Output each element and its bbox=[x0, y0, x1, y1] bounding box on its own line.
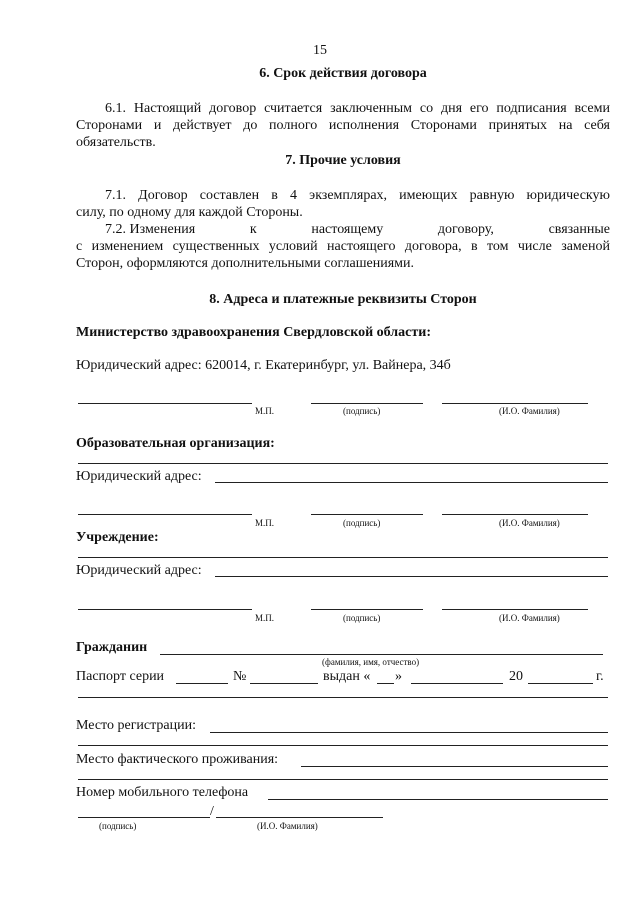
institution-address-label: Юридический адрес: bbox=[76, 563, 202, 578]
section-8-heading: 8. Адреса и платежные реквизиты Сторон bbox=[209, 292, 477, 307]
passport-number-line[interactable] bbox=[250, 683, 318, 684]
citizen-fio-caption: (И.О. Фамилия) bbox=[257, 821, 318, 831]
passport-series-line[interactable] bbox=[176, 683, 228, 684]
registration-label: Место регистрации: bbox=[76, 718, 197, 733]
residence-extra-line[interactable] bbox=[78, 779, 608, 780]
citizen-name-caption: (фамилия, имя, отчество) bbox=[322, 657, 420, 667]
citizen-name-line[interactable] bbox=[160, 654, 603, 655]
section-6-paragraph-line: обязательств. bbox=[76, 135, 156, 150]
mp-label: М.П. bbox=[255, 406, 275, 416]
slash: / bbox=[210, 804, 214, 819]
fio-label: (И.О. Фамилия) bbox=[499, 613, 560, 623]
registration-extra-line[interactable] bbox=[78, 745, 608, 746]
passport-month-line[interactable] bbox=[411, 683, 503, 684]
passport-series-label: Паспорт серии bbox=[76, 669, 165, 684]
citizen-label: Гражданин bbox=[76, 640, 148, 655]
passport-issued-label: выдан « bbox=[323, 669, 371, 684]
signature-line-sign[interactable] bbox=[311, 403, 423, 404]
signature-line-mp[interactable] bbox=[78, 403, 252, 404]
year-prefix: 20 bbox=[509, 669, 523, 684]
section-7-paragraph-line: силу, по одному для каждой Стороны. bbox=[76, 205, 303, 220]
citizen-sign-caption: (подпись) bbox=[99, 821, 137, 831]
institution-name: Учреждение: bbox=[76, 530, 159, 545]
edu-org-name-line[interactable] bbox=[78, 463, 608, 464]
mp-label: М.П. bbox=[255, 518, 275, 528]
passport-number-sign: № bbox=[233, 669, 247, 684]
mp-label: М.П. bbox=[255, 613, 275, 623]
signature-line-fio[interactable] bbox=[442, 514, 588, 515]
passport-year-line[interactable] bbox=[528, 683, 593, 684]
word: к bbox=[249, 222, 257, 237]
fio-label: (И.О. Фамилия) bbox=[499, 406, 560, 416]
citizen-signature-line[interactable] bbox=[78, 817, 210, 818]
edu-org-name: Образовательная организация: bbox=[76, 436, 275, 451]
year-suffix: г. bbox=[596, 669, 604, 684]
residence-label: Место фактического проживания: bbox=[76, 752, 279, 767]
section-6-paragraph-line: 6.1. Настоящий договор считается заключенным со дня его подписания всеми bbox=[105, 101, 610, 116]
section-6-heading: 6. Срок действия договора bbox=[259, 66, 427, 81]
page-number: 15 bbox=[313, 43, 327, 58]
citizen-fio-line[interactable] bbox=[216, 817, 383, 818]
phone-label: Номер мобильного телефона bbox=[76, 785, 249, 800]
signature-line-mp[interactable] bbox=[78, 514, 252, 515]
sign-label: (подпись) bbox=[343, 406, 381, 416]
signature-line-sign[interactable] bbox=[311, 514, 423, 515]
registration-line[interactable] bbox=[210, 732, 608, 733]
institution-address-line[interactable] bbox=[215, 576, 608, 577]
phone-line[interactable] bbox=[268, 799, 608, 800]
passport-day-line[interactable] bbox=[377, 683, 394, 684]
sign-label: (подпись) bbox=[343, 613, 381, 623]
signature-line-sign[interactable] bbox=[311, 609, 423, 610]
section-7-paragraph-line: с изменением существенных условий настоящего договора, в том числе заменой bbox=[76, 239, 610, 254]
institution-name-line[interactable] bbox=[78, 557, 608, 558]
passport-extra-line[interactable] bbox=[78, 697, 608, 698]
sign-label: (подпись) bbox=[343, 518, 381, 528]
section-7-2-first-line bbox=[105, 222, 610, 238]
section-6-paragraph-line: Сторонами и действует до полного исполнения Сторонами принятых на себя bbox=[76, 118, 610, 133]
residence-line[interactable] bbox=[301, 766, 608, 767]
edu-org-address-label: Юридический адрес: bbox=[76, 469, 202, 484]
ministry-address: Юридический адрес: 620014, г. Екатеринбург, ул. Вайнера, 34б bbox=[76, 358, 451, 373]
section-7-paragraph-line: Сторон, оформляются дополнительными соглашениями. bbox=[76, 256, 415, 271]
ministry-name: Министерство здравоохранения Свердловской области: bbox=[76, 325, 431, 340]
word: договору, bbox=[437, 222, 494, 237]
quote-close: » bbox=[395, 669, 402, 684]
word: связанные bbox=[548, 222, 610, 237]
section-7-heading: 7. Прочие условия bbox=[285, 153, 401, 168]
signature-line-fio[interactable] bbox=[442, 609, 588, 610]
signature-line-mp[interactable] bbox=[78, 609, 252, 610]
section-7-paragraph-line: 7.1. Договор составлен в 4 экземплярах, имеющих равную юридическую bbox=[105, 188, 610, 203]
signature-line-fio[interactable] bbox=[442, 403, 588, 404]
word: настоящему bbox=[311, 222, 384, 237]
word: 7.2. Изменения bbox=[105, 222, 196, 237]
edu-org-address-line[interactable] bbox=[215, 482, 608, 483]
fio-label: (И.О. Фамилия) bbox=[499, 518, 560, 528]
